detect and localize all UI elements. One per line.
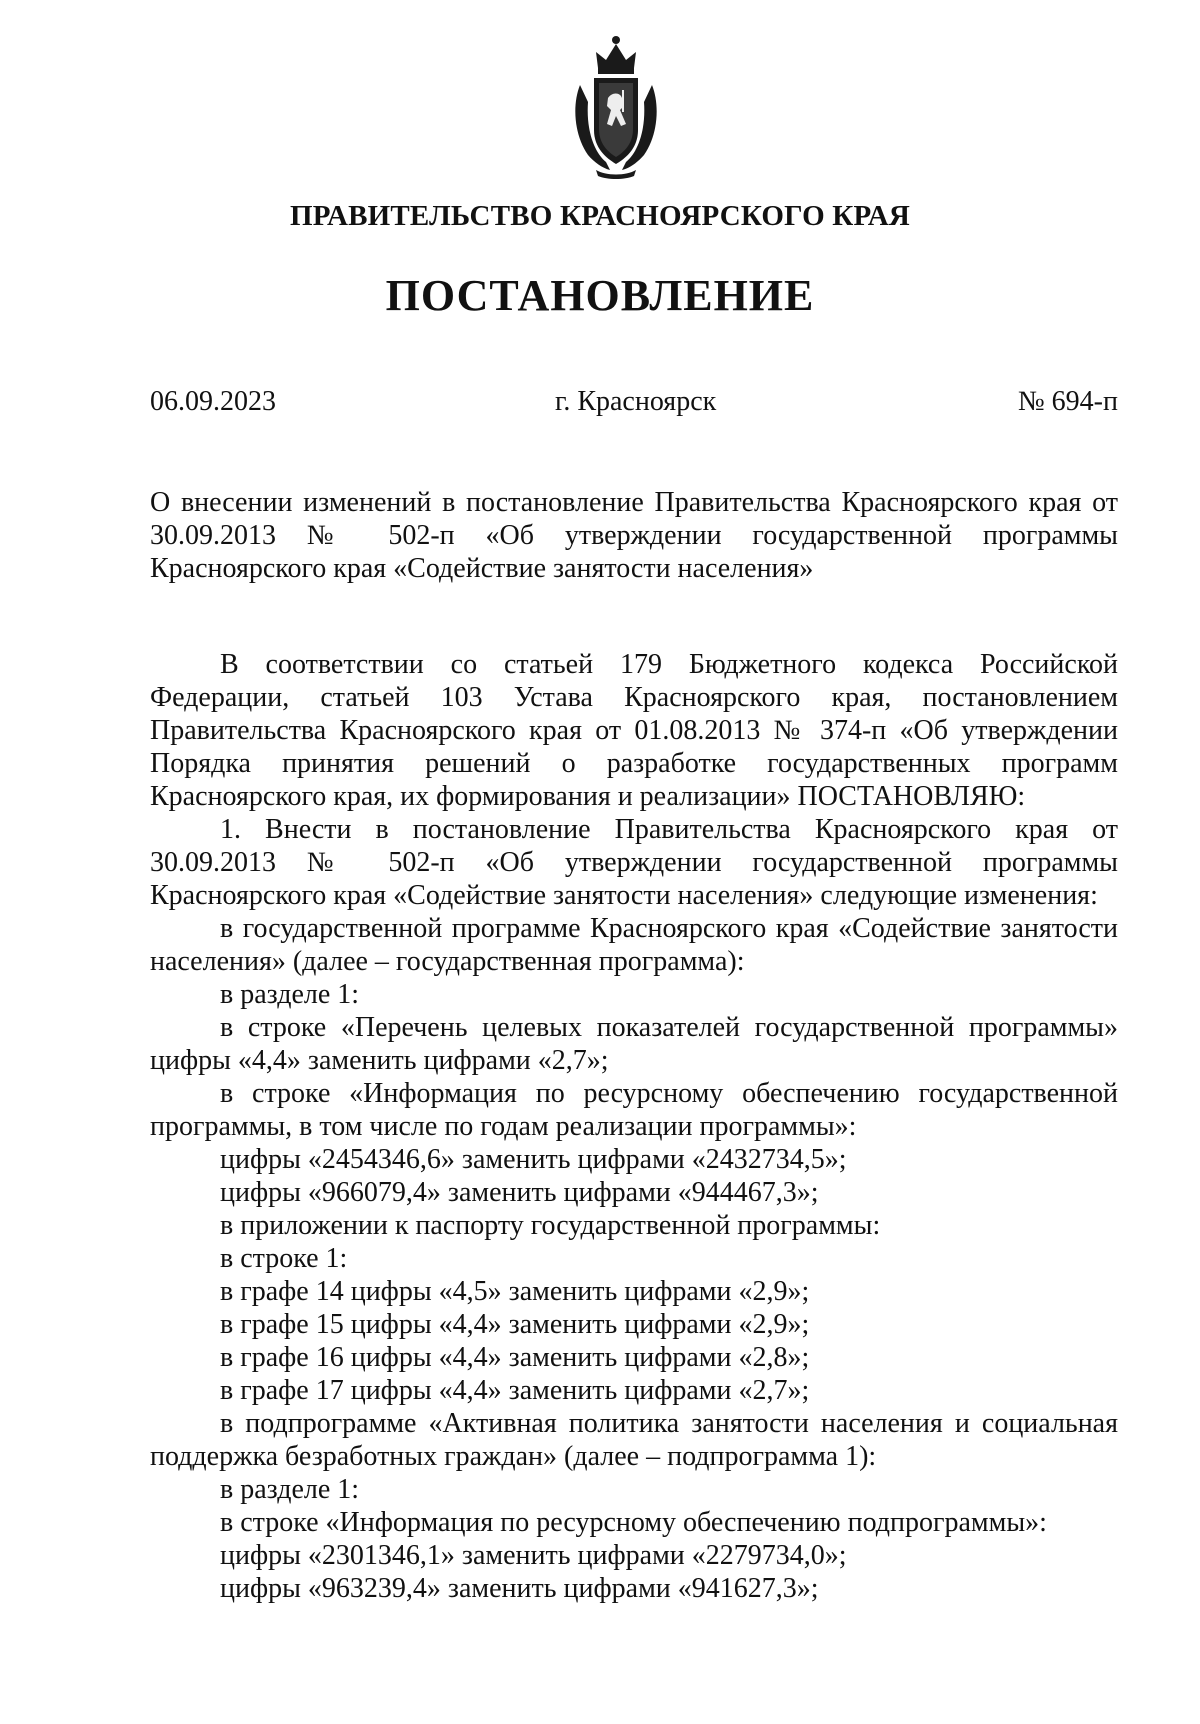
document-date: 06.09.2023 [150, 386, 276, 417]
paragraph: в графе 16 цифры «4,4» заменить цифрами «2,8»; [220, 1342, 810, 1373]
paragraph: В соответствии со статьей 179 Бюджетного кодекса Российской Федерации, статьей 103 Устава Красноярского края, постановлением Правительства Красноярского края от 01.08.2013 № 374-п «Об утверждении Порядка принятия решений о разработке государственных программ Красноярского края, их формирования и реализации» ПОСТАНОВЛЯЮ: [150, 649, 1118, 812]
document-type-heading: ПОСТАНОВЛЕНИЕ [385, 271, 815, 320]
paragraph: в графе 15 цифры «4,4» заменить цифрами «2,9»; [220, 1309, 810, 1340]
paragraph: в разделе 1: [220, 1474, 360, 1505]
paragraph: в приложении к паспорту государственной программы: [220, 1210, 881, 1241]
paragraph: цифры «966079,4» заменить цифрами «944467,3»; [220, 1177, 819, 1208]
paragraph: цифры «2301346,1» заменить цифрами «2279734,0»; [220, 1540, 847, 1571]
document-number: № 694-п [1017, 386, 1118, 417]
paragraph: в разделе 1: [220, 979, 360, 1010]
organization-heading: ПРАВИТЕЛЬСТВО КРАСНОЯРСКОГО КРАЯ [289, 200, 911, 232]
paragraph: в строке «Информация по ресурсному обеспечению подпрограммы»: [220, 1507, 1047, 1538]
paragraph: в графе 14 цифры «4,5» заменить цифрами «2,9»; [220, 1276, 810, 1307]
document-meta [150, 386, 1118, 426]
paragraph: в строке «Перечень целевых показателей государственной программы» цифры «4,4» заменить цифрами «2,7»; [150, 1012, 1118, 1076]
paragraph: цифры «2454346,6» заменить цифрами «2432734,5»; [220, 1144, 847, 1175]
document-body [150, 648, 1118, 1605]
paragraph: в государственной программе Красноярского края «Содействие занятости населения» (далее – государственная программа): [150, 913, 1118, 977]
paragraph: в строке «Информация по ресурсному обеспечению государственной программы, в том числе по годам реализации программы»: [150, 1078, 1118, 1142]
paragraph: в графе 17 цифры «4,4» заменить цифрами «2,7»; [220, 1375, 810, 1406]
paragraph: цифры «963239,4» заменить цифрами «941627,3»; [220, 1573, 819, 1604]
coat-of-arms-icon [566, 30, 666, 180]
paragraph: 1. Внести в постановление Правительства Красноярского края от 30.09.2013 № 502-п «Об утверждении государственной программы Красноярского края «Содействие занятости населения» следующие изменения: [150, 814, 1118, 911]
document-title: О внесении изменений в постановление Правительства Красноярского края от 30.09.2013 № 502-п «Об утверждении государственной программы Красноярского края «Содействие занятости населения» [150, 487, 1118, 584]
paragraph: в подпрограмме «Активная политика занятости населения и социальная поддержка безработных граждан» (далее – подпрограмма 1): [150, 1408, 1118, 1472]
paragraph: в строке 1: [220, 1243, 348, 1274]
document-city: г. Красноярск [555, 386, 717, 417]
